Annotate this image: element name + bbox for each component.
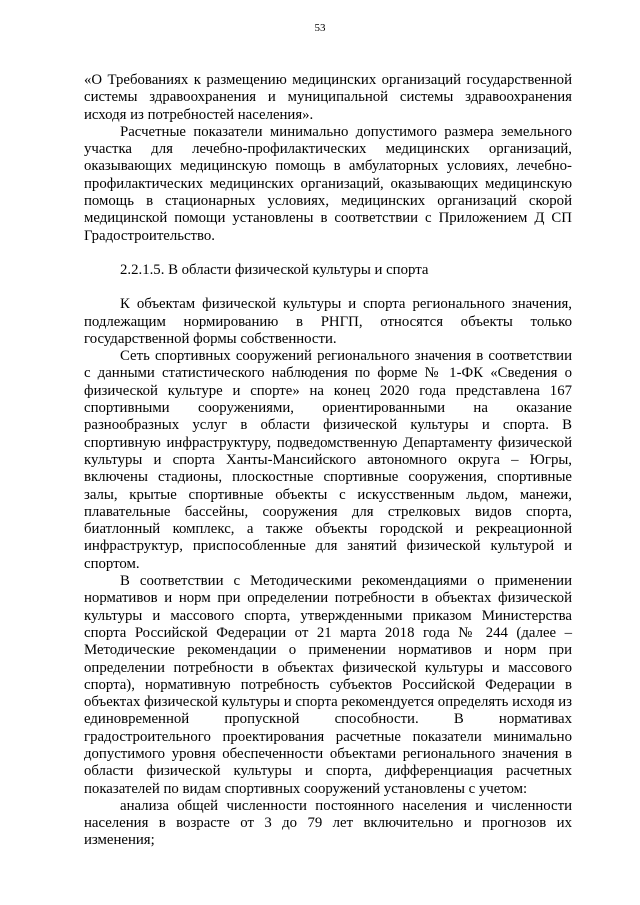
paragraph-land-plot-indicators: Расчетные показатели минимально допустимого размера земельного участка для лечебно-профилактических медицинских организаций, оказывающих медицинскую помощь в амбулаторных условиях, лечебно-профилактических медицинских организаций, оказывающих медицинскую помощь в стационарных условиях, медицинских организаций скорой медицинской помощи установлены в соответствии с Приложением Д СП Градостроительство. xyxy=(84,123,572,244)
paragraph-sport-objects-scope: К объектам физической культуры и спорта регионального значения, подлежащим нормированию в РНГП, относятся объекты только государственной формы собственности. xyxy=(84,296,572,347)
paragraph-sport-facilities-network: Сеть спортивных сооружений регионального значения в соответствии с данными статистического наблюдения по форме № 1-ФК «Сведения о физической культуре и спорте» на конец 2020 года представлена 167 спортивными сооружениями, ориентированными на оказание разнообразных услуг в области физической культуры и спорта. В спортивную инфраструктуру, подведомственную Департаменту физической культуры и спорта Ханты-Мансийского автономного округа – Югры, включены стадионы, плоскостные спортивные сооружения, спортивные залы, крытые спортивные объекты с искусственным льдом, манежи, плавательные бассейны, сооружения для стрелковых видов спорта, биатлонный комплекс, а также объекты городской и рекреационной инфраструктур, приспособленные для занятий физической культурой и спортом. xyxy=(84,348,572,572)
paragraph-population-analysis: анализа общей численности постоянного населения и численности населения в возрасте от 3 до 79 лет включительно и прогнозов их изменения; xyxy=(84,797,572,849)
paragraph-methodical-recommendations: В соответствии с Методическими рекомендациями о применении нормативов и норм при определении потребности в объектах физической культуры и массового спорта, утвержденными приказом Министерства спорта Российской Федерации от 21 марта 2018 года № 244 (далее – Методические рекомендации о применении нормативов и норм при определении потребности в объектах физической культуры и массового спорта), нормативную потребность субъектов Российской Федерации в объектах физической культуры и спорта рекомендуется определять исходя из единовременной пропускной способности. В нормативах градостроительного проектирования расчетные показатели минимально допустимого уровня обеспеченности объектами регионального значения в области физической культуры и спорта, дифференциация расчетных показателей по видам спортивных сооружений установлены с учетом: xyxy=(84,573,572,797)
section-heading-2-2-1-5: 2.2.1.5. В области физической культуры и спорта xyxy=(120,261,429,278)
document-body xyxy=(84,72,572,850)
page-number: 53 xyxy=(314,22,326,34)
paragraph-order-title-continuation: «О Требованиях к размещению медицинских организаций государственной системы здравоохранения и муниципальной системы здравоохранения исходя из потребностей населения». xyxy=(84,72,572,123)
